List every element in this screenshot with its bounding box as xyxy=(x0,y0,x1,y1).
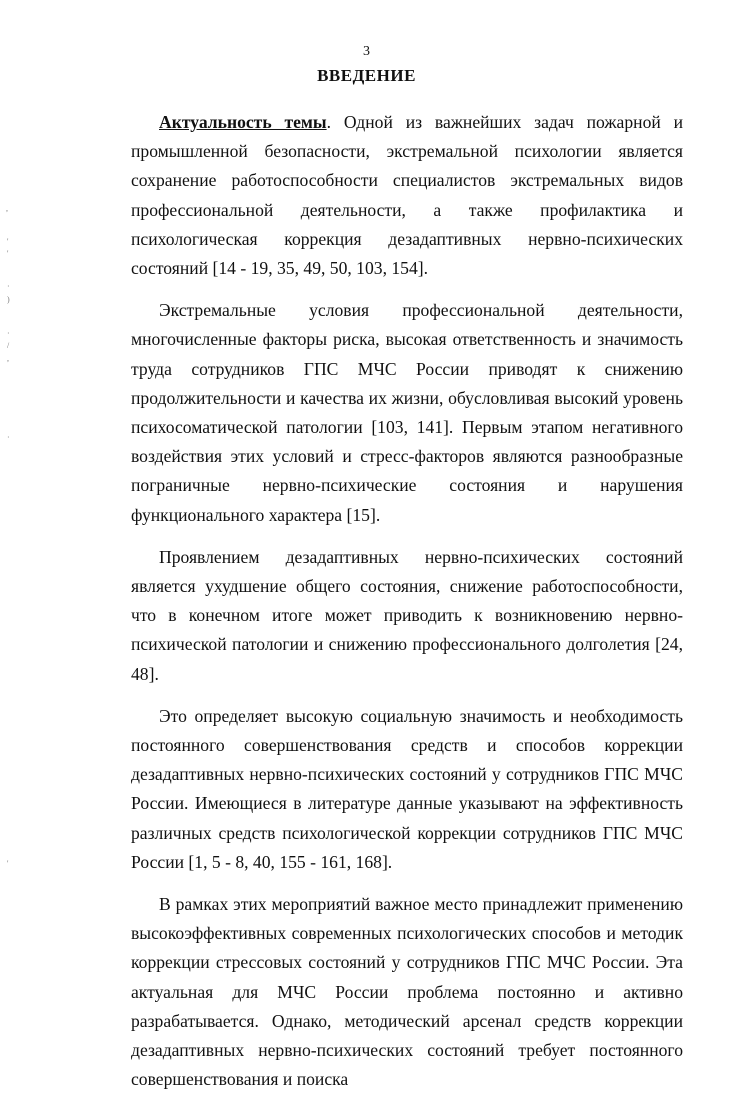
section-heading: ВВЕДЕНИЕ xyxy=(317,66,416,85)
paragraph xyxy=(131,108,683,283)
paragraph: Проявлением дезадаптивных нервно-психических состояний является ухудшение общего состояния, снижение работоспособности, что в конечном итоге может приводить к возникновению нервно-психической патологии и снижению профессионального долголетия [24, 48]. xyxy=(131,546,683,684)
paragraph: Это определяет высокую социальную значимость и необходимость постоянного совершенствования средств и способов коррекции дезадаптивных нервно-психических состояний у сотрудников ГПС МЧС России. Имеющиеся в литературе данные указывают на эффективность различных средств психологической коррекции сотрудников ГПС МЧС России [1, 5 - 8, 40, 155 - 161, 168]. xyxy=(131,705,683,872)
page-number: 3 xyxy=(363,44,370,59)
paragraph: Экстремальные условия профессиональной деятельности, многочисленные факторы риска, высокая ответственность и значимость труда сотрудников ГПС МЧС России приводят к снижению продолжительности и качества их жизни, обусловливая высокий уровень психосоматической патологии [103, 141]. Первым этапом негативного воздействия этих условий и стресс-факторов являются разнообразные пограничные нервно-психические состояния и нарушения функционального характера [15]. xyxy=(131,300,683,525)
body-text xyxy=(131,108,683,1108)
topic-relevance-label: Актуальность темы xyxy=(159,112,327,132)
paragraph-text: . Одной из важнейших задач пожарной и промышленной безопасности, экстремальной психологии является сохранение работоспособности специалистов экстремальных видов профессиональной деятельности, а также профилактика и психологическая коррекция дезадаптивных нервно-психических состояний [14 - 19, 35, 49, 50, 103, 154]. xyxy=(131,112,684,279)
paragraph: В рамках этих мероприятий важное место принадлежит применению высокоэффективных современных психологических способов и методик коррекции стрессовых состояний у сотрудников ГПС МЧС России. Эта актуальная для МЧС России проблема постоянно и активно разрабатывается. Однако, методический арсенал средств коррекции дезадаптивных нервно-психических состояний требует постоянного совершенствования и поиска xyxy=(131,894,683,1090)
scan-margin-marks: , ' ' · ) · / , · ' xyxy=(6,204,10,868)
